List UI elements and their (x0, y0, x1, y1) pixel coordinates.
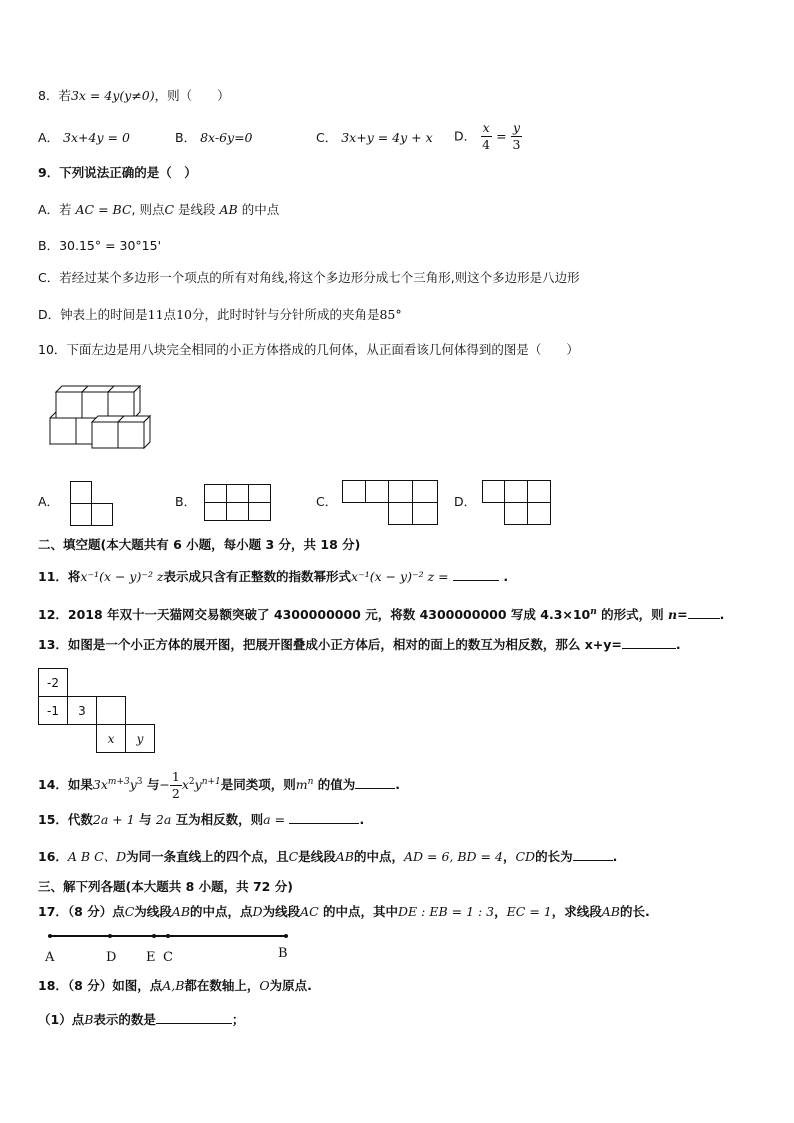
point-label-a: A (45, 950, 55, 965)
q17-segment-figure (46, 930, 296, 942)
point-label-d: D (106, 950, 117, 965)
q18-sub1: （1）点B表示的数是 ； (38, 1009, 244, 1030)
net-cell: x (96, 724, 126, 753)
net-cell: y (125, 724, 155, 753)
q8-option-c: C． 3x+y = 4y + x (316, 130, 433, 145)
q8-option-b: B． 8x-6y=0 (175, 130, 253, 145)
q8-option-a: A． 3x+4y = 0 (38, 130, 130, 145)
section-3-heading: 三、解下列各题(本大题共 8 小题，共 72 分) (38, 879, 293, 894)
q15: 15．代数2a + 1 与 2a 互为相反数，则a = . (38, 809, 364, 830)
q18: 18．（8 分）如图，点A,B都在数轴上，O为原点. (38, 978, 312, 993)
q12: 12．2018 年双十一天猫网交易额突破了 4300000000 元，将数 4300000000 写成 $4.3\times 10^n$ 的形式，则 n= . (38, 602, 724, 625)
q10-option-d: D． (454, 494, 477, 509)
q9-stem: 9．下列说法正确的是（ ） (38, 165, 197, 180)
q9-option-d: D．钟表上的时间是11点10分，此时时针与分针所成的夹角是85° (38, 307, 402, 322)
net-cell (96, 696, 126, 725)
q10-stem: 10．下面左边是用八块完全相同的小正方体搭成的几何体，从正面看该几何体得到的图是（ ） (38, 342, 579, 357)
q11: 11．将x⁻¹(x − y)⁻² z表示成只含有正整数的指数幂形式x⁻¹(x − y)⁻² z = . (38, 566, 508, 587)
q8-stem: 8．若3x = 4y(y≠0)，则（ ） (38, 88, 230, 103)
point-label-c: C (163, 950, 173, 965)
section-2-heading: 二、填空题(本大题共有 6 小题，每小题 3 分，共 18 分) (38, 537, 361, 552)
q8-option-d: D． $\frac{x}{4}$ = $\frac{y}{3}$ (454, 120, 521, 152)
q17: 17．（8 分）点C为线段AB的中点，点D为线段AC 的中点，其中DE : EB = 1 : 3，EC = 1，求线段AB的长. (38, 904, 650, 919)
net-cell: -2 (38, 668, 68, 697)
point-label-b: B (278, 946, 288, 961)
q10-option-b: B． (175, 494, 197, 509)
q10-option-a: A． (38, 494, 60, 509)
q9-option-b: B．30.15° = 30°15' (38, 238, 162, 253)
q13-stem: 13．如图是一个小正方体的展开图，把展开图叠成小正方体后，相对的面上的数互为相反数，那么 x+y= . (38, 634, 681, 655)
q10-option-c: C． (316, 494, 338, 509)
q9-option-a: A．若 AC = BC, 则点C 是线段 AB 的中点 (38, 202, 280, 217)
q14: 14．如果$3x^{m+3}y^3$ 与− $\frac{1}{2}$ $x^2y^{n+1}$是同类项，则$m^n$ 的值为 . (38, 769, 401, 802)
cube-stack-figure (46, 382, 152, 458)
net-cell: 3 (67, 696, 97, 725)
q9-option-c: C．若经过某个多边形一个项点的所有对角线,将这个多边形分成七个三角形,则这个多边形是八边形 (38, 270, 580, 285)
net-cell: -1 (38, 696, 68, 725)
point-label-e: E (146, 950, 156, 965)
q16: 16．A B C、D为同一条直线上的四个点，且C是线段AB的中点，AD = 6, BD = 4，CD的长为 . (38, 846, 617, 867)
